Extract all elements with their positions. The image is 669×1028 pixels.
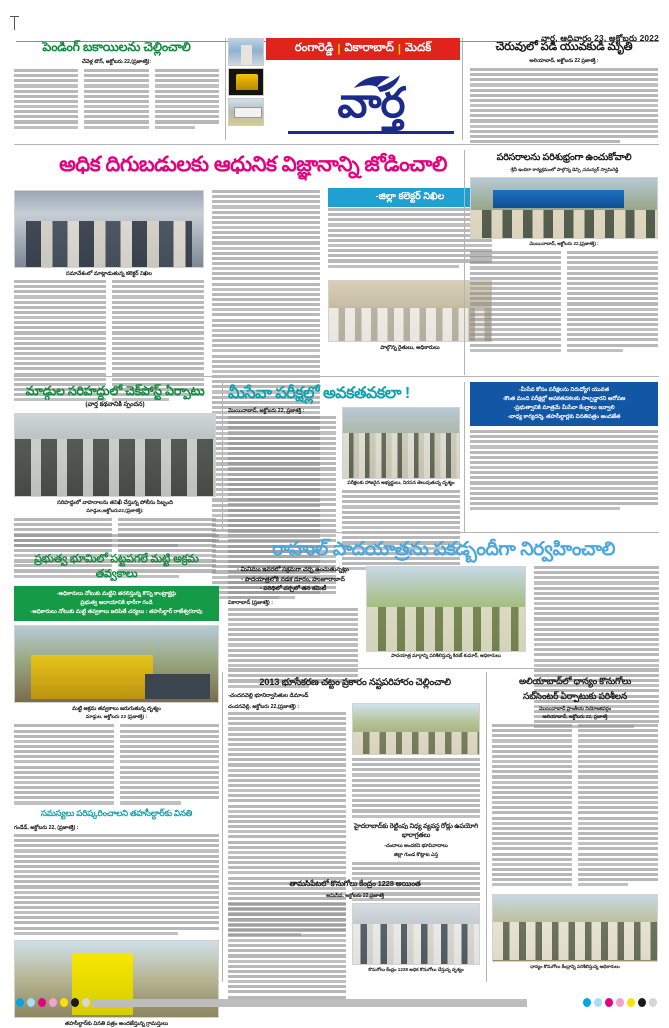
grievance-byline: గండేడ్‌, అక్టోబరు 22, (ప్రజాశక్తి) : <box>14 825 79 831</box>
land-act-headline: 2013 భూసేకరణ చట్టం ప్రకారం నష్టపరిహారం చెల్లించాలి <box>259 676 451 687</box>
registration-dot-1 <box>27 998 35 1007</box>
meeseva-photo <box>342 407 460 479</box>
edition-2: మెద‌క్ <box>404 42 432 54</box>
article-thamsipeta <box>228 876 482 1006</box>
rahul-bullets <box>228 566 358 595</box>
hyderabad-metro-headline: హైదరాబాద్‌కు రెట్టింపు నిధ్య వ్యవస్థ రోడ్లు ఉపయోగి భారాగ్రతలు <box>354 822 478 839</box>
aliabad-byline: మొయినాబాద్ ప్రాంతీయ నియోజకవర్గం <box>538 707 612 712</box>
cleanliness-photo <box>470 177 658 239</box>
illegal-soil-box-line-0: -అధికారులు నోటుకు మట్టిని తరలిస్తున్న కొన్ని కాంట్రాక్టర్లు <box>56 591 177 598</box>
main-agri-photo-right <box>328 280 492 342</box>
pending-dues-byline: చేవెళ్ల టౌన్‌, అక్టోబరు 22,(ప్రజాశక్తి): <box>81 59 152 65</box>
drowning-byline: అలియాబాద్‌, అక్టోబరు 22 ప్రజాశక్తి : <box>529 58 599 64</box>
main-headline: అధిక దిగుబడులకు ఆధునిక విజ్ఞానాన్ని జోడించాలి <box>59 153 447 176</box>
aliabad-photo <box>492 894 658 962</box>
cleanliness-headline: పరిసరాలను పరిశుభ్రంగా ఉంచుకోవాలి <box>496 152 632 163</box>
checkpost-subhead: (వార్త కథనానికి స్పందన) <box>85 401 145 408</box>
article-cleanliness <box>470 150 658 354</box>
cleanliness-byline: మొయినాబాద్‌, అక్టోబరు 22,(ప్రజాశక్తి) : <box>529 241 599 246</box>
divider <box>228 668 659 669</box>
thumbnail-statue-icon <box>228 68 264 96</box>
land-act-byline: చందనవెల్లి, అక్టోబరు 22,(ప్రజాశక్తి) : <box>228 704 300 710</box>
registration-dot-3 <box>616 998 624 1007</box>
article-illegal-soil <box>14 534 219 807</box>
edition-1: వికారాబాద్ <box>344 42 394 54</box>
meeseva-sidebar-body <box>470 430 658 510</box>
aliabad-body <box>492 724 658 889</box>
illegal-soil-byline: మాడ్గుల, అక్టోబరు 22 (ప్రజాశక్తి) : <box>85 715 148 721</box>
divider <box>464 382 465 532</box>
masthead <box>228 38 460 140</box>
divider <box>222 672 223 982</box>
divider <box>464 150 465 375</box>
thamsipeta-caption: కొనుగోలు కేంద్రం 1228 అధిక కొనుగోలు చేస్తున్న దృశ్యం <box>368 967 464 972</box>
masthead-title: వార్త <box>337 81 405 127</box>
hyderabad-metro-attribution-0: -చందాలు అందకని భూవివాదాలు <box>384 842 448 849</box>
main-agri-photo-left <box>14 190 204 268</box>
grievance-caption: తహసీల్దార్‌కు వినతి పత్రం అందజేస్తున్న గ్రామస్తులు <box>64 1020 169 1027</box>
grievance-body <box>14 834 219 935</box>
aliabad-byline-2: అలియాబాద్‌, అక్టోబరు 22, ప్రజాశక్తి <box>542 715 608 720</box>
illegal-soil-box-line-2: -అధికారులు నోటుకు మట్టి తవ్వకాలు జరిపితే చర్యలు : తహసీల్దార్ రాజేశ్వరరావు <box>30 609 203 616</box>
meeseva-byline: మొయినాబాద్‌, అక్టోబరు 22, ప్రజాశక్తి : <box>228 408 305 414</box>
registration-grey-bar <box>92 999 527 1007</box>
divider <box>14 376 659 377</box>
hyderabad-metro-attribution-1: జిల్లా గుండ కొట్లాట ఎస్త <box>393 851 439 858</box>
main-agri-caption-right: పాల్గొన్న రైతులు, అధికారులు <box>380 345 440 351</box>
registration-dot-6 <box>649 998 657 1007</box>
main-agri-caption-left: సమావేశంలో మాట్లాడుతున్న కలెక్టర్ నిఖిల <box>66 271 152 277</box>
registration-dot-0 <box>583 998 591 1007</box>
meeseva-bullet-0: -మీసేవ కోసం పరీక్షలను నిరుద్యోగ యువత <box>518 387 610 393</box>
divider <box>486 672 487 982</box>
meeseva-bullets <box>470 382 658 426</box>
article-aliabad-grain <box>492 674 658 971</box>
illegal-soil-box-line-1: ప్రభుత్వ ఆదాయానికి భారీగా గండి <box>80 600 153 607</box>
dateline-text: వార్త, ఆదివారం 23, అక్టోబరు 2022 <box>541 33 659 43</box>
meeseva-bullet-3: -బాధ్య కార్యదర్శి, తహసీల్దార్లకు వినతిపత్రం అందజేత <box>507 414 621 420</box>
registration-bar <box>16 998 657 1008</box>
divider <box>225 38 226 140</box>
rahul-caption: పాదయాత్ర మార్గాన్ని పరిశీలిస్తున్న కిరణ్ కుమార్, అధికారులు <box>391 654 501 659</box>
divider <box>462 38 463 140</box>
registration-dots-left <box>16 998 90 1007</box>
registration-dot-6 <box>82 998 90 1007</box>
pending-dues-body <box>14 69 219 131</box>
divider <box>14 144 659 145</box>
meeseva-headline: మీసేవా పరీక్షల్లో అవకతవకలా ! <box>228 385 410 402</box>
illegal-soil-box <box>14 586 219 621</box>
edition-0: రంగారెడ్డి <box>294 42 334 54</box>
main-agri-attribution: -జిల్లా కలెక్టర్ నిఖిల <box>328 188 492 207</box>
rahul-bullet-0: - మినిమం ఇవరలో సక్రమగా చర్చ ఉంచుతున్నట్లు <box>237 567 349 573</box>
main-agri-photo-left-block <box>14 190 204 278</box>
masthead-title-block <box>272 60 460 140</box>
illegal-soil-headline: ప్రభుత్వ భూమిలో పట్టపగలే మట్టి అక్రమ తవ్వకాలు <box>34 553 199 581</box>
registration-dot-5 <box>638 998 646 1007</box>
grievance-headline: సమస్యలు పరిష్కరించాలని తహసీల్దార్‌కు వినతి <box>40 808 193 818</box>
registration-dot-2 <box>605 998 613 1007</box>
land-act-photo <box>352 703 480 755</box>
article-pending-dues <box>14 40 219 131</box>
registration-dot-4 <box>60 998 68 1007</box>
registration-dot-2 <box>38 998 46 1007</box>
land-act-attribution: -చందనవెల్లి భూనిర్వాసితుల డిమాండ్ <box>228 693 309 699</box>
article-grievance <box>14 806 219 1028</box>
masthead-thumbnails <box>228 38 264 126</box>
thamsipeta-body <box>228 903 346 1004</box>
thamsipeta-subhead: అమిసేవ, అక్టోబరు 22,ప్రజాశక్తి <box>326 893 384 899</box>
checkpost-headline: మాడ్గుల సరిహద్దులో చెక్‌పోస్ట్ ఏర్పాటు <box>25 384 205 398</box>
aliabad-headline-line1: అలియాబాద్‌లో ధాన్యం కొనుగోలు <box>518 676 631 686</box>
illegal-soil-caption: మట్టి అక్రమ తవ్వకాలు జరుగుతున్న దృశ్యం <box>72 706 161 713</box>
article-main-agri <box>14 152 492 177</box>
main-agri-photo-right-block <box>328 280 492 352</box>
rahul-photo <box>366 566 526 652</box>
masthead-underline <box>288 131 454 134</box>
rahul-byline: వికారాబాద్‌ (ప్రజాశక్తి) : <box>228 599 273 606</box>
registration-dot-3 <box>49 998 57 1007</box>
registration-dot-4 <box>627 998 635 1007</box>
drowning-body <box>470 68 658 143</box>
cleanliness-attribution: -శ్రీనీ ఇందిరా కార్యక్రమంలో పాల్గొన్న డెన్సి ,సమన్వర్ స్వామిరెడ్డి <box>509 167 619 172</box>
checkpost-photo <box>14 413 216 497</box>
thumbnail-building-icon <box>228 38 264 66</box>
registration-dots-right <box>583 998 657 1007</box>
rahul-headline: రాహుల్ పాదయాత్రను పకడ్బందీగా నిర్వహించాలి <box>272 539 615 560</box>
registration-dot-5 <box>71 998 79 1007</box>
thamsipeta-headline: తామసిపేటలో కొనుగోలు కేంద్రం 1228 అయింత <box>289 879 421 888</box>
aliabad-caption: ధాన్యం కొనుగోలు కేంద్రాన్ని పరిశీలిస్తున్న అధికారులు <box>530 963 620 969</box>
rahul-bullet-2: - పరిధిలో‌ చర్చలో తన‌ కమిటీ <box>259 586 327 592</box>
article-drowning-death <box>470 40 658 145</box>
edition-strip <box>266 38 460 60</box>
meeseva-bullets-box <box>470 382 658 512</box>
rahul-bullet-1: - పాదయాత్రలోకి నడ‌క‌ దూరం‌, హుజూరాబాద్ <box>241 576 345 583</box>
aliabad-headline-line2: సబ్‌సెంటర్ ఏర్పాటుకు పరిశీలన <box>523 691 627 701</box>
meeseva-bullet-1: -కొంత మంది పరీక్షల్లో అవకతవకలకు పాల్పడ్డారని ఆరోపణ <box>502 396 626 402</box>
divider <box>222 382 223 532</box>
divider <box>228 532 659 533</box>
crop-mark-icon <box>14 16 15 30</box>
illegal-soil-photo <box>14 625 219 703</box>
cleanliness-body <box>470 251 658 354</box>
registration-dot-0 <box>16 998 24 1007</box>
meeseva-caption: పరీక్షలకు హాజరైన అభ్యర్థులు, నిరసన తెలుపుతున్న దృశ్యం <box>347 481 455 486</box>
checkpost-byline: మాడ్గుల,అక్టోబరు22,(ప్రజాశక్తి): <box>86 509 144 514</box>
thumbnail-landmark-icon <box>228 98 264 126</box>
thamsipeta-photo <box>352 903 480 965</box>
checkpost-caption: సరిహద్దులో వాహనాలను తనిఖీ చేస్తున్న పోలీసు సిబ్బంది <box>57 500 173 506</box>
meeseva-bullet-2: -ప్రభుత్వానికి మాత్రమే మీసేవా కేంద్రాలు ఇవ్వాలి <box>513 405 615 411</box>
illegal-soil-body <box>14 724 219 806</box>
edition-separator-1: | <box>397 43 401 55</box>
main-agri-body-right <box>328 208 492 270</box>
main-agri-attribution-band <box>328 188 492 207</box>
illegal-soil-lead <box>14 534 219 547</box>
drowning-headline: చెరువులో పడి యువకుడి మృతి <box>495 41 633 53</box>
registration-dot-1 <box>594 998 602 1007</box>
edition-separator-0: | <box>337 43 341 55</box>
pending-dues-headline: పెండింగ్ బకాయిలను చెల్లించాలి <box>42 40 191 54</box>
